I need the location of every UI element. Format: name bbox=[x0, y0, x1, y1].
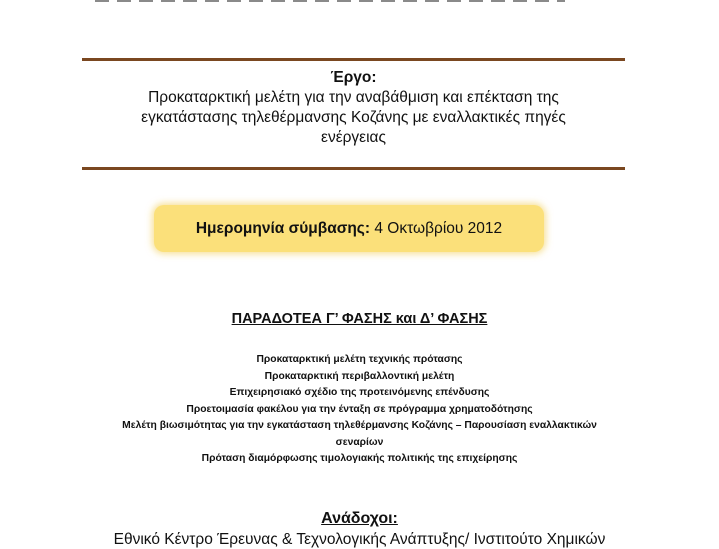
deliverable-item: Μελέτη βιωσιμότητας για την εγκατάσταση τηλεθέρμανσης Κοζάνης – Παρουσίαση εναλλακτικών bbox=[122, 420, 597, 431]
project-title-line-3: ενέργειας bbox=[321, 129, 386, 146]
cropped-top-text bbox=[95, 0, 565, 2]
contract-date-label: Ημερομηνία σύμβασης: bbox=[195, 219, 371, 237]
deliverable-item: Προκαταρκτική περιβαλλοντική μελέτη bbox=[264, 370, 455, 382]
project-title-line-2: εγκατάστασης τηλεθέρμανσης Κοζάνης με εναλλακτικές πηγές bbox=[141, 109, 566, 126]
contractors-title: Ανάδοχοι: bbox=[321, 510, 398, 527]
project-label: Έργο: bbox=[330, 69, 377, 86]
deliverable-item: Προκαταρκτική μελέτη τεχνικής πρότασης bbox=[256, 354, 463, 365]
deliverables-title: ΠΑΡΑΔΟΤΕΑ Γ’ ΦΑΣΗΣ και Δ’ ΦΑΣΗΣ bbox=[231, 311, 488, 327]
top-divider bbox=[82, 58, 625, 61]
deliverable-item: Προετοιμασία φακέλου για την ένταξη σε πρόγραμμα χρηματοδότησης bbox=[186, 403, 533, 415]
contractors-line: Εθνικό Κέντρο Έρευνας & Τεχνολογικής Ανάπτυξης/ Ινστιτούτο Χημικών bbox=[113, 531, 606, 548]
contract-date-value: 4 Οκτωβρίου 2012 bbox=[374, 219, 503, 237]
deliverable-item: Πρόταση διαμόρφωσης τιμολογιακής πολιτικής της επιχείρησης bbox=[201, 453, 518, 464]
deliverable-item: σεναρίων bbox=[335, 436, 384, 448]
deliverables-list bbox=[82, 352, 637, 468]
project-title-line-1: Προκαταρκτική μελέτη για την αναβάθμιση και επέκταση της bbox=[148, 89, 559, 106]
bottom-divider bbox=[82, 167, 625, 170]
project-block bbox=[82, 68, 625, 148]
deliverable-item: Επιχειρησιακό σχέδιο της προτεινόμενης επένδυσης bbox=[229, 387, 490, 398]
contract-date-box bbox=[154, 205, 544, 252]
